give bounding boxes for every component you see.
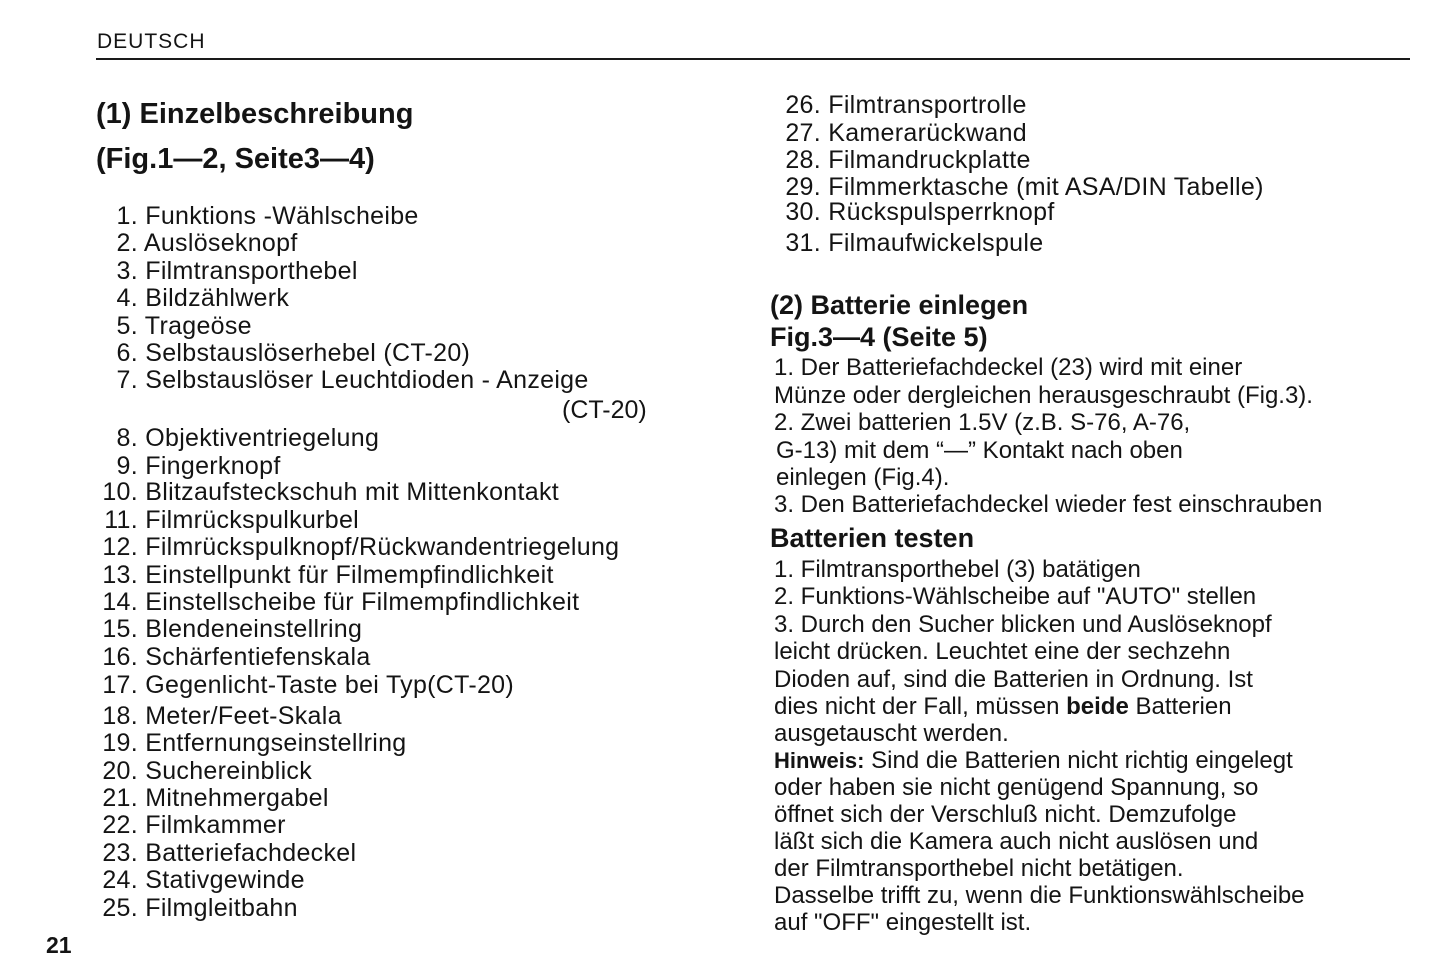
list-item-text: Einstellpunkt für Filmempfindlichkeit — [145, 561, 554, 589]
list-item-text: Mitnehmergabel — [145, 784, 329, 812]
list-item-number: 20. — [102, 757, 138, 785]
list-item-number: 29. — [785, 173, 821, 201]
list-item-number: 26. — [785, 91, 821, 119]
list-item-number: 6. — [116, 339, 138, 367]
list-item — [96, 426, 379, 451]
list-item-number: 31. — [785, 229, 821, 257]
list-item-text: Selbstauslöser Leuchtdioden - Anzeige — [145, 366, 589, 394]
list-item-number: 5. — [116, 312, 138, 340]
section2-title: (2) Batterie einlegen — [770, 290, 1029, 320]
note-line: öffnet sich der Verschluß nicht. Demzufolge — [774, 801, 1237, 828]
item7-continuation: (CT-20) — [562, 396, 647, 424]
list-item-number: 30. — [785, 198, 821, 226]
s3-line: 2. Funktions-Wählscheibe auf "AUTO" stellen — [774, 583, 1257, 610]
list-item-text: Filmaufwickelspule — [828, 229, 1044, 257]
list-item-number: 25. — [102, 894, 138, 922]
list-item — [96, 868, 305, 893]
list-item-text: Auslöseknopf — [143, 229, 298, 257]
list-item — [96, 786, 329, 811]
s2-line: Münze oder dergleichen herausgeschraubt (Fig.3). — [774, 382, 1313, 409]
s3-line: Dioden auf, sind die Batterien in Ordnung. Ist — [774, 666, 1253, 693]
note-line: läßt sich die Kamera auch nicht auslösen und — [774, 828, 1259, 855]
list-item-number: 23. — [102, 839, 138, 867]
list-item-number: 22. — [102, 811, 138, 839]
s3-line-bold-mix — [774, 695, 1232, 719]
list-item-text: Bildzählwerk — [145, 284, 290, 312]
list-item-text: Suchereinblick — [145, 757, 313, 785]
list-item-text: Blitzaufsteckschuh mit Mittenkontakt — [145, 478, 559, 506]
list-item-text: Rückspulsperrknopf — [828, 198, 1055, 226]
list-item — [776, 93, 1027, 118]
list-item-number: 2. — [116, 229, 138, 257]
list-item-text: Filmrückspulknopf/Rückwandentriegelung — [145, 533, 620, 561]
list-item-text: Fingerknopf — [145, 452, 281, 480]
s3-line6-bold: beide — [1066, 693, 1129, 720]
list-item — [96, 454, 281, 479]
list-item — [96, 617, 362, 642]
list-item-number: 21. — [102, 784, 138, 812]
list-item-text: Objektiventriegelung — [145, 424, 380, 452]
list-item-text: Selbstauslöserhebel (CT-20) — [145, 339, 471, 367]
list-item-text: Filmandruckplatte — [828, 146, 1031, 174]
note-line: Dasselbe trifft zu, wenn die Funktionswählscheibe — [774, 882, 1305, 909]
list-item — [96, 341, 470, 366]
page-number: 21 — [46, 932, 72, 958]
section3-title: Batterien testen — [770, 523, 975, 553]
list-item — [776, 175, 1264, 200]
list-item-number: 24. — [102, 866, 138, 894]
list-item-text: Entfernungseinstellring — [145, 729, 407, 757]
list-item — [96, 673, 514, 698]
list-item-text: Meter/Feet-Skala — [145, 702, 342, 730]
section1-title: (1) Einzelbeschreibung — [96, 98, 414, 130]
s3-line: leicht drücken. Leuchtet eine der sechzehn — [774, 638, 1231, 665]
s3-line: 3. Durch den Sucher blicken und Auslöseknopf — [774, 611, 1272, 638]
list-item-text: Schärfentiefenskala — [145, 643, 371, 671]
list-item-number: 7. — [116, 366, 138, 394]
list-item-number: 15. — [102, 615, 138, 643]
list-item-text: Trageöse — [144, 312, 252, 340]
list-item-number: 28. — [785, 146, 821, 174]
note-label: Hinweis: — [774, 748, 865, 773]
page-header-label: DEUTSCH — [97, 30, 206, 53]
list-item-number: 18. — [102, 702, 138, 730]
list-item — [96, 204, 419, 229]
list-item — [96, 896, 298, 921]
list-item-text: Gegenlicht-Taste bei Typ(CT-20) — [145, 671, 514, 699]
list-item-text: Filmkammer — [145, 811, 286, 839]
list-item-text: Einstellscheibe für Filmempfindlichkeit — [145, 588, 580, 616]
list-item-number: 13. — [102, 561, 138, 589]
list-item-text: Batteriefachdeckel — [145, 839, 357, 867]
list-item — [776, 148, 1031, 173]
s2-line: 3. Den Batteriefachdeckel wieder fest einschrauben — [774, 491, 1323, 518]
list-item — [96, 508, 359, 533]
list-item-number: 17. — [102, 671, 138, 699]
list-item — [96, 590, 579, 615]
list-item-text: Funktions -Wählscheibe — [145, 202, 419, 230]
header-rule — [96, 58, 1410, 60]
list-item — [776, 200, 1055, 225]
list-item-number: 8. — [116, 424, 138, 452]
s3-line: 1. Filmtransporthebel (3) batätigen — [774, 556, 1141, 583]
s3-line6-pre: dies nicht der Fall, müssen — [774, 693, 1067, 720]
s2-line: G-13) mit dem “—” Kontakt nach oben — [776, 437, 1183, 464]
list-item — [96, 286, 289, 311]
s2-line: einlegen (Fig.4). — [776, 464, 950, 491]
list-item — [96, 704, 342, 729]
list-item — [96, 480, 559, 505]
section1-subtitle: (Fig.1—2, Seite3—4) — [96, 143, 375, 175]
list-item-text: Filmrückspulkurbel — [145, 506, 360, 534]
list-item — [776, 231, 1043, 256]
list-item — [96, 259, 358, 284]
list-item — [96, 314, 252, 339]
list-item-text: Filmtransportrolle — [828, 91, 1027, 119]
list-item-number: 10. — [102, 478, 138, 506]
list-item-text: Filmmerktasche (mit ASA/DIN Tabelle) — [828, 173, 1264, 201]
list-item-number: 12. — [102, 533, 138, 561]
note-line: auf "OFF" eingestellt ist. — [774, 909, 1032, 936]
list-item-number: 4. — [116, 284, 138, 312]
section2-subtitle: Fig.3—4 (Seite 5) — [770, 322, 988, 352]
list-item-text: Kamerarückwand — [828, 119, 1027, 147]
s3-line: ausgetauscht werden. — [774, 720, 1009, 747]
list-item-number: 27. — [785, 119, 821, 147]
list-item — [96, 368, 589, 393]
s3-line6-post: Batterien — [1128, 693, 1232, 720]
list-item — [96, 535, 619, 560]
list-item-number: 11. — [104, 506, 138, 534]
list-item-number: 9. — [116, 452, 138, 480]
note-first-line — [774, 749, 1293, 773]
list-item — [96, 731, 406, 756]
list-item-text: Filmtransporthebel — [145, 257, 358, 285]
list-item — [96, 563, 554, 588]
note-line: oder haben sie nicht genügend Spannung, so — [774, 774, 1259, 801]
list-item — [96, 645, 371, 670]
note-line: der Filmtransporthebel nicht betätigen. — [774, 855, 1184, 882]
list-item — [96, 841, 356, 866]
list-item-number: 14. — [102, 588, 138, 616]
list-item-number: 16. — [102, 643, 138, 671]
list-item-number: 3. — [116, 257, 138, 285]
list-item — [96, 231, 298, 256]
list-item — [96, 813, 286, 838]
list-item-number: 1. — [116, 202, 138, 230]
s2-line: 1. Der Batteriefachdeckel (23) wird mit einer — [774, 354, 1243, 381]
list-item-text: Blendeneinstellring — [145, 615, 363, 643]
list-item — [776, 121, 1027, 146]
list-item-text: Filmgleitbahn — [145, 894, 298, 922]
list-item — [96, 759, 312, 784]
list-item-text: Stativgewinde — [145, 866, 305, 894]
list-item-number: 19. — [102, 729, 138, 757]
note-rest: Sind die Batterien nicht richtig eingelegt — [864, 747, 1293, 774]
s2-line: 2. Zwei batterien 1.5V (z.B. S-76, A-76, — [774, 409, 1191, 436]
